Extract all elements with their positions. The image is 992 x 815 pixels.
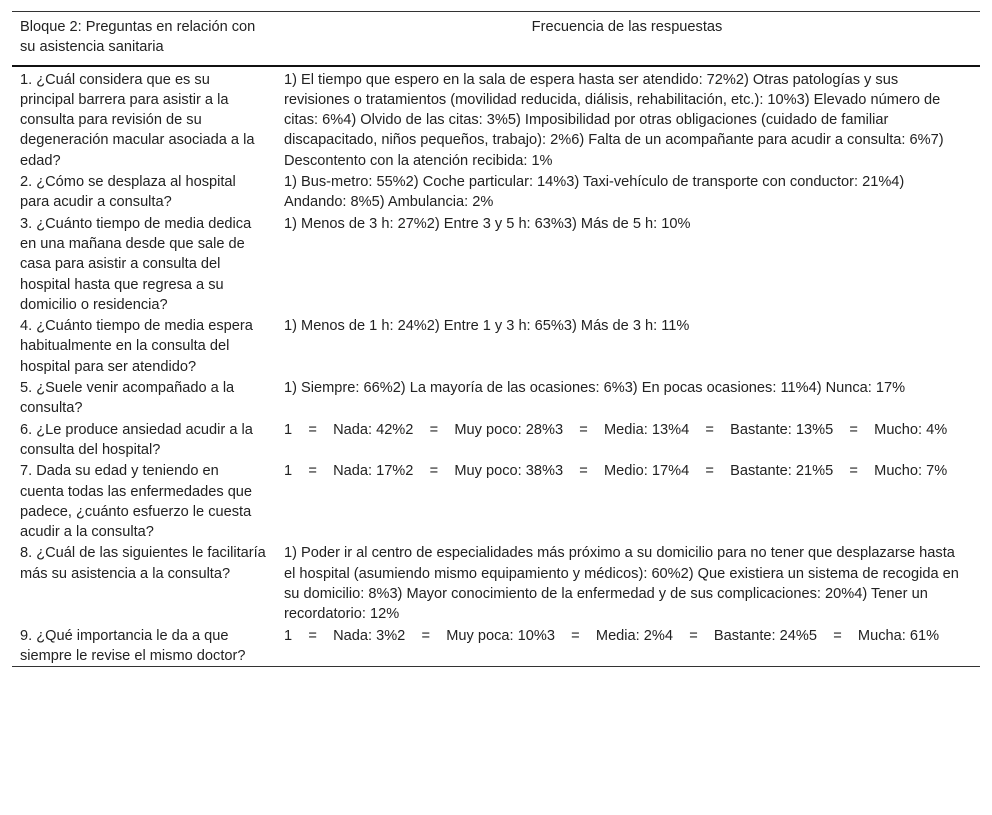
table-row <box>12 542 980 624</box>
response-cell: 1) Poder ir al centro de especialidades más próximo a su domicilio para no tener que desplazarse hasta el hospital (asumiendo mismo equipamiento y médicos): 60%2) Que existiera un sistema de recogida en su domicilio: 8%3) Mayor conocimiento de la enfermedad y de sus complicaciones: 20%4) Tener un recordatorio: 12% <box>284 545 963 623</box>
table-row <box>12 315 980 377</box>
table-header-row <box>12 12 980 66</box>
survey-table <box>12 11 980 667</box>
question-cell: 9. ¿Qué importancia le da a que siempre le revise el mismo doctor? <box>20 627 246 664</box>
question-cell: 4. ¿Cuánto tiempo de media espera habitualmente en la consulta del hospital para ser atendido? <box>20 318 253 375</box>
response-cell: 1 = Nada: 3%2 = Muy poca: 10%3 = Media: 2%4 = Bastante: 24%5 = Mucha: 61% <box>284 627 940 644</box>
response-cell: 1) Menos de 1 h: 24%2) Entre 1 y 3 h: 65%3) Más de 3 h: 11% <box>284 318 690 335</box>
table-row <box>12 419 980 461</box>
table-row <box>12 625 980 667</box>
header-responses: Frecuencia de las respuestas <box>531 19 723 35</box>
table-row <box>12 460 980 542</box>
table-row <box>12 66 980 171</box>
question-cell: 3. ¿Cuánto tiempo de media dedica en una mañana desde que sale de casa para asistir a consulta del hospital hasta que regresa a su domicilio o residencia? <box>20 215 252 313</box>
header-questions: Bloque 2: Preguntas en relación con su asistencia sanitaria <box>20 19 256 56</box>
question-cell: 6. ¿Le produce ansiedad acudir a la consulta del hospital? <box>20 421 253 458</box>
response-cell: 1) Bus-metro: 55%2) Coche particular: 14%3) Taxi-vehículo de transporte con conductor: 21%4) Andando: 8%5) Ambulancia: 2% <box>284 174 908 211</box>
response-cell: 1) Siempre: 66%2) La mayoría de las ocasiones: 6%3) En pocas ocasiones: 11%4) Nunca: 17% <box>284 380 906 397</box>
table-row <box>12 377 980 419</box>
response-cell: 1 = Nada: 17%2 = Muy poco: 38%3 = Medio: 17%4 = Bastante: 21%5 = Mucho: 7% <box>284 463 948 480</box>
response-cell: 1) El tiempo que espero en la sala de espera hasta ser atendido: 72%2) Otras patologías y sus revisiones o tratamientos (movilidad reducida, diálisis, rehabilitación, etc.): 10%3) Elevado número de citas: 6%4) Olvido de las citas: 3%5) Imposibilidad por otras obligaciones (cuidado de familiar discapacitado, niños pequeños, trabajo): 2%6) Falta de un acompañante para acudir a consulta: 6%7) Descontento con la atención recibida: 1% <box>284 71 948 169</box>
question-cell: 7. Dada su edad y teniendo en cuenta todas las enfermedades que padece, ¿cuánto esfuerzo le cuesta acudir a la consulta? <box>20 463 253 541</box>
question-cell: 1. ¿Cuál considera que es su principal barrera para asistir a la consulta para revisión de su degeneración macular asociada a la edad? <box>20 71 255 169</box>
question-cell: 2. ¿Cómo se desplaza al hospital para acudir a consulta? <box>20 174 236 211</box>
question-cell: 5. ¿Suele venir acompañado a la consulta? <box>20 380 235 417</box>
table-row <box>12 213 980 315</box>
table-row <box>12 171 980 213</box>
response-cell: 1 = Nada: 42%2 = Muy poco: 28%3 = Media: 13%4 = Bastante: 13%5 = Mucho: 4% <box>284 421 948 438</box>
response-cell: 1) Menos de 3 h: 27%2) Entre 3 y 5 h: 63%3) Más de 5 h: 10% <box>284 215 691 232</box>
question-cell: 8. ¿Cuál de las siguientes le facilitaría más su asistencia a la consulta? <box>20 545 266 582</box>
